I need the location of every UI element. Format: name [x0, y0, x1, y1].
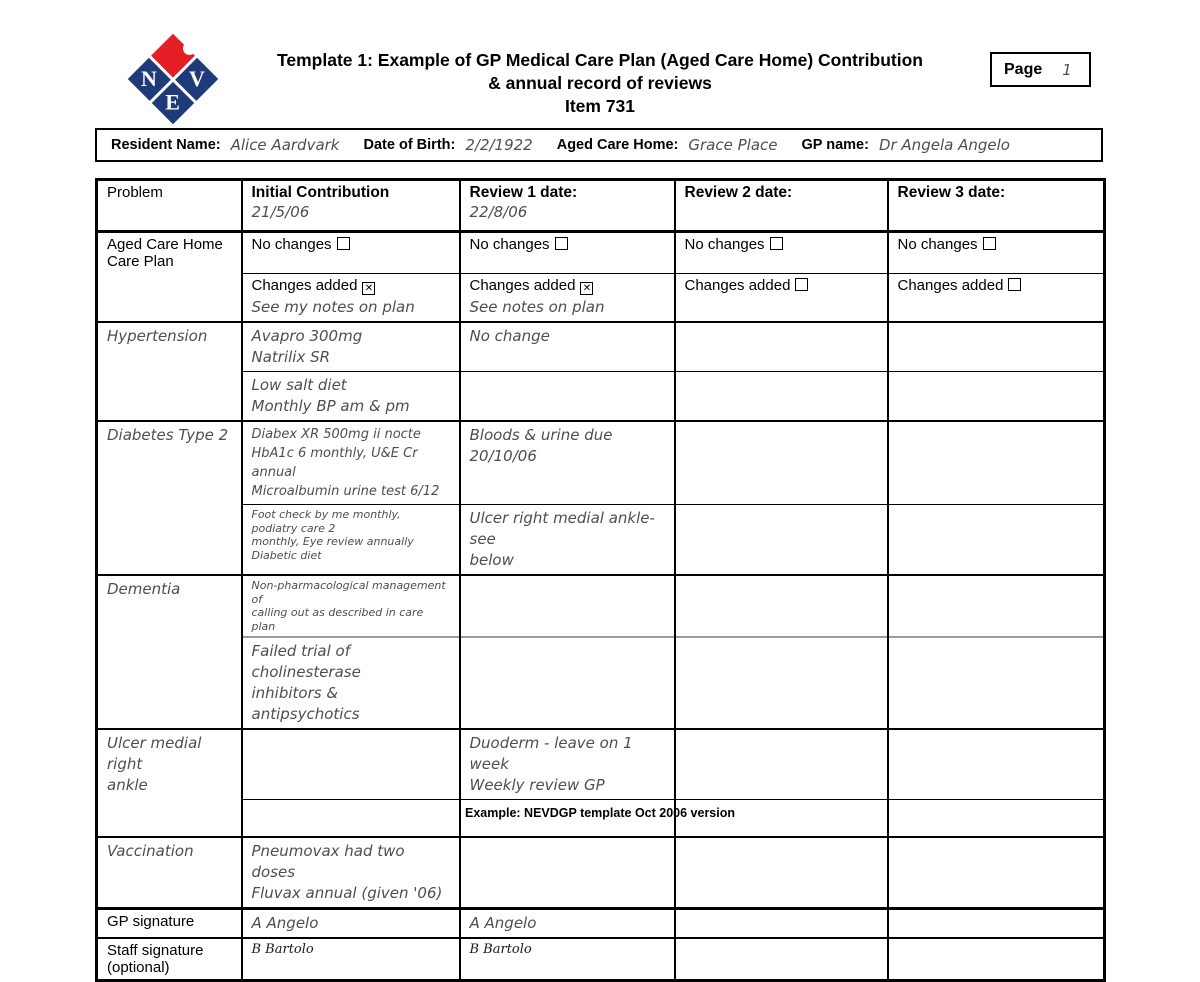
- dob-value: 2/2/1922: [465, 136, 533, 154]
- initial-contribution-date: 21/5/06: [251, 203, 310, 221]
- aged-care-home-value: Grace Place: [688, 136, 778, 154]
- diabetes-row-a: [97, 421, 1105, 505]
- handwritten-line: Ulcer medial right: [107, 734, 202, 773]
- hypertension-initial-meds: [242, 322, 460, 372]
- staff-signature-row: [97, 938, 1105, 981]
- empty-cell: [888, 421, 1105, 505]
- empty-cell: [675, 837, 888, 909]
- handwritten-line: inhibitors & antipsychotics: [251, 684, 360, 723]
- handwritten-line: Diabetic diet: [251, 548, 322, 562]
- review1-label: Review 1 date:: [469, 184, 578, 201]
- care-plan-label-line2: Care Plan: [107, 253, 174, 270]
- staff-signature-initial: B Bartolo: [242, 938, 460, 981]
- title-line-2: & annual record of reviews: [488, 73, 712, 93]
- handwritten-line: Microalbumin urine test 6/12: [251, 484, 440, 499]
- handwritten-line: Low salt diet: [251, 376, 347, 394]
- dementia-initial-failed-trial: [242, 637, 460, 729]
- logo-letter-v: V: [188, 65, 205, 91]
- empty-cell: [675, 637, 888, 729]
- empty-cell: [888, 637, 1105, 729]
- handwritten-line: Weekly review GP: [469, 776, 605, 794]
- ulcer-review1-duoderm: [460, 729, 675, 800]
- dob-label: Date of Birth:: [363, 137, 456, 153]
- changes-added-checkbox-checked: ✕: [362, 282, 375, 295]
- review1-date: 22/8/06: [469, 203, 528, 221]
- staff-signature-label: Staff signature (optional): [97, 938, 242, 981]
- no-changes-checkbox: [337, 237, 350, 250]
- hypertension-row-a: [97, 322, 1105, 372]
- vaccination-row: [97, 837, 1105, 909]
- ulcer-row-a: [97, 729, 1105, 800]
- resident-name-label: Resident Name:: [111, 137, 221, 153]
- no-changes-cell-review2: [675, 232, 888, 274]
- care-plan-changes-added-row: [97, 274, 1105, 323]
- care-plan-no-changes-row: [97, 232, 1105, 274]
- changes-added-checkbox: [795, 278, 808, 291]
- gp-name-value: Dr Angela Angelo: [878, 136, 1010, 154]
- changes-added-cell-review3: [888, 274, 1105, 323]
- no-changes-label: No changes: [251, 236, 332, 253]
- care-plan-label-line1: Aged Care Home: [107, 236, 223, 253]
- changes-note: See notes on plan: [469, 298, 605, 316]
- empty-cell: [888, 372, 1105, 422]
- handwritten-line: Foot check by me monthly, podiatry care 2: [251, 508, 401, 535]
- problem-care-plan: [97, 232, 242, 323]
- no-changes-cell-review1: [460, 232, 675, 274]
- changes-added-label: Changes added: [897, 277, 1004, 294]
- title-line-3: Item 731: [564, 96, 636, 116]
- empty-cell: [675, 421, 888, 505]
- gp-name-label: GP name:: [801, 137, 869, 153]
- changes-added-label: Changes added: [469, 277, 576, 294]
- dementia-row-b: [97, 637, 1105, 729]
- col-header-problem: Problem: [97, 180, 242, 232]
- no-changes-label: No changes: [469, 236, 550, 253]
- diabetes-review1-bloods: [460, 421, 675, 505]
- empty-cell: [460, 372, 675, 422]
- empty-cell: [460, 637, 675, 729]
- changes-added-checkbox-checked: ✕: [580, 282, 593, 295]
- aged-care-home-label: Aged Care Home:: [556, 137, 679, 153]
- no-changes-checkbox: [770, 237, 783, 250]
- empty-cell: [888, 505, 1105, 576]
- problem-dementia: Dementia: [97, 575, 242, 729]
- handwritten-line: Diabex XR 500mg ii nocte: [251, 427, 421, 442]
- hypertension-review1: [460, 322, 675, 372]
- page-number-box: [990, 52, 1091, 87]
- initial-contribution-label: Initial Contribution: [251, 184, 390, 201]
- handwritten-line: Monthly BP am & pm: [251, 397, 410, 415]
- review3-label: Review 3 date:: [897, 184, 1006, 201]
- gp-signature-initial: A Angelo: [242, 908, 460, 938]
- empty-cell: [888, 837, 1105, 909]
- no-changes-checkbox: [983, 237, 996, 250]
- handwritten-line: No change: [469, 327, 550, 345]
- handwritten-line: Natrilix SR: [251, 348, 331, 366]
- logo-letter-n: N: [141, 65, 158, 91]
- no-changes-cell-review3: [888, 232, 1105, 274]
- hypertension-review2: [675, 322, 888, 372]
- empty-cell: [888, 729, 1105, 800]
- handwritten-line: monthly, Eye review annually: [251, 535, 414, 548]
- empty-cell: [888, 908, 1105, 938]
- changes-added-cell-review2: [675, 274, 888, 323]
- empty-cell: [675, 372, 888, 422]
- footer-version-text: Example: NEVDGP template Oct 2006 version: [464, 806, 736, 820]
- changes-added-label: Changes added: [251, 277, 358, 294]
- hypertension-row-b: [97, 372, 1105, 422]
- nevdgp-logo: [127, 33, 219, 125]
- handwritten-line: Failed trial of cholinesterase: [251, 642, 361, 681]
- diabetes-initial-checks: [242, 505, 460, 576]
- empty-cell: [675, 729, 888, 800]
- handwritten-line: Non-pharmacological management of: [251, 579, 446, 606]
- logo-letter-e: E: [165, 89, 181, 115]
- staff-signature-review1: B Bartolo: [460, 938, 675, 981]
- resident-info-bar: [95, 128, 1103, 162]
- diabetes-initial-meds: [242, 421, 460, 505]
- empty-cell: [675, 505, 888, 576]
- changes-added-checkbox: [1008, 278, 1021, 291]
- changes-added-cell-initial: [242, 274, 460, 323]
- changes-added-label: Changes added: [684, 277, 791, 294]
- empty-cell: [675, 908, 888, 938]
- changes-note: See my notes on plan: [251, 298, 415, 316]
- dementia-initial-nonpharm: [242, 575, 460, 637]
- problem-hypertension: Hypertension: [97, 322, 242, 421]
- handwritten-line: below: [469, 551, 514, 569]
- document-title: [230, 49, 970, 118]
- no-changes-label: No changes: [684, 236, 765, 253]
- handwritten-line: Ulcer right medial ankle-see: [469, 509, 655, 548]
- empty-cell: [242, 729, 460, 800]
- gp-signature-label: GP signature: [97, 908, 242, 938]
- handwritten-line: HbA1c 6 monthly, U&E Cr annual: [251, 446, 418, 480]
- diabetes-review1-ulcer: [460, 505, 675, 576]
- vaccination-initial: [242, 837, 460, 909]
- no-changes-checkbox: [555, 237, 568, 250]
- logo-white-dot: [183, 42, 196, 55]
- diabetes-row-b: [97, 505, 1105, 576]
- empty-cell: [888, 575, 1105, 637]
- handwritten-line: Fluvax annual (given '06): [251, 883, 443, 902]
- hypertension-initial-lifestyle: [242, 372, 460, 422]
- table-header-row: [97, 180, 1105, 232]
- problem-diabetes: Diabetes Type 2: [97, 421, 242, 575]
- logo-diamond-grid: [128, 34, 219, 125]
- gp-signature-row: [97, 908, 1105, 938]
- empty-cell: [675, 938, 888, 981]
- problem-vaccination: Vaccination: [97, 837, 242, 909]
- handwritten-line: ankle: [107, 776, 148, 794]
- page-label: Page: [1004, 60, 1043, 78]
- handwritten-line: Avapro 300mg: [251, 327, 363, 345]
- col-header-review3: [888, 180, 1105, 232]
- no-changes-cell-initial: [242, 232, 460, 274]
- gp-signature-review1: A Angelo: [460, 908, 675, 938]
- no-changes-label: No changes: [897, 236, 978, 253]
- care-plan-table: [95, 178, 1106, 982]
- hypertension-review3: [888, 322, 1105, 372]
- page-number-value: 1: [1062, 60, 1072, 79]
- dementia-row-a: [97, 575, 1105, 637]
- col-header-review1: [460, 180, 675, 232]
- empty-cell: [888, 938, 1105, 981]
- problem-ulcer: [97, 729, 242, 837]
- review2-label: Review 2 date:: [684, 184, 793, 201]
- col-header-review2: [675, 180, 888, 232]
- empty-cell: [460, 837, 675, 909]
- handwritten-line: Bloods & urine due 20/10/06: [469, 426, 613, 465]
- title-line-1: Template 1: Example of GP Medical Care Plan (Aged Care Home) Contribution: [276, 50, 923, 70]
- empty-cell: [460, 575, 675, 637]
- handwritten-line: Duoderm - leave on 1 week: [469, 734, 633, 773]
- col-header-initial: [242, 180, 460, 232]
- changes-added-cell-review1: [460, 274, 675, 323]
- empty-cell: [675, 575, 888, 637]
- handwritten-line: calling out as described in care plan: [251, 606, 424, 633]
- handwritten-line: Pneumovax had two doses: [251, 841, 405, 881]
- resident-name-value: Alice Aardvark: [230, 136, 340, 154]
